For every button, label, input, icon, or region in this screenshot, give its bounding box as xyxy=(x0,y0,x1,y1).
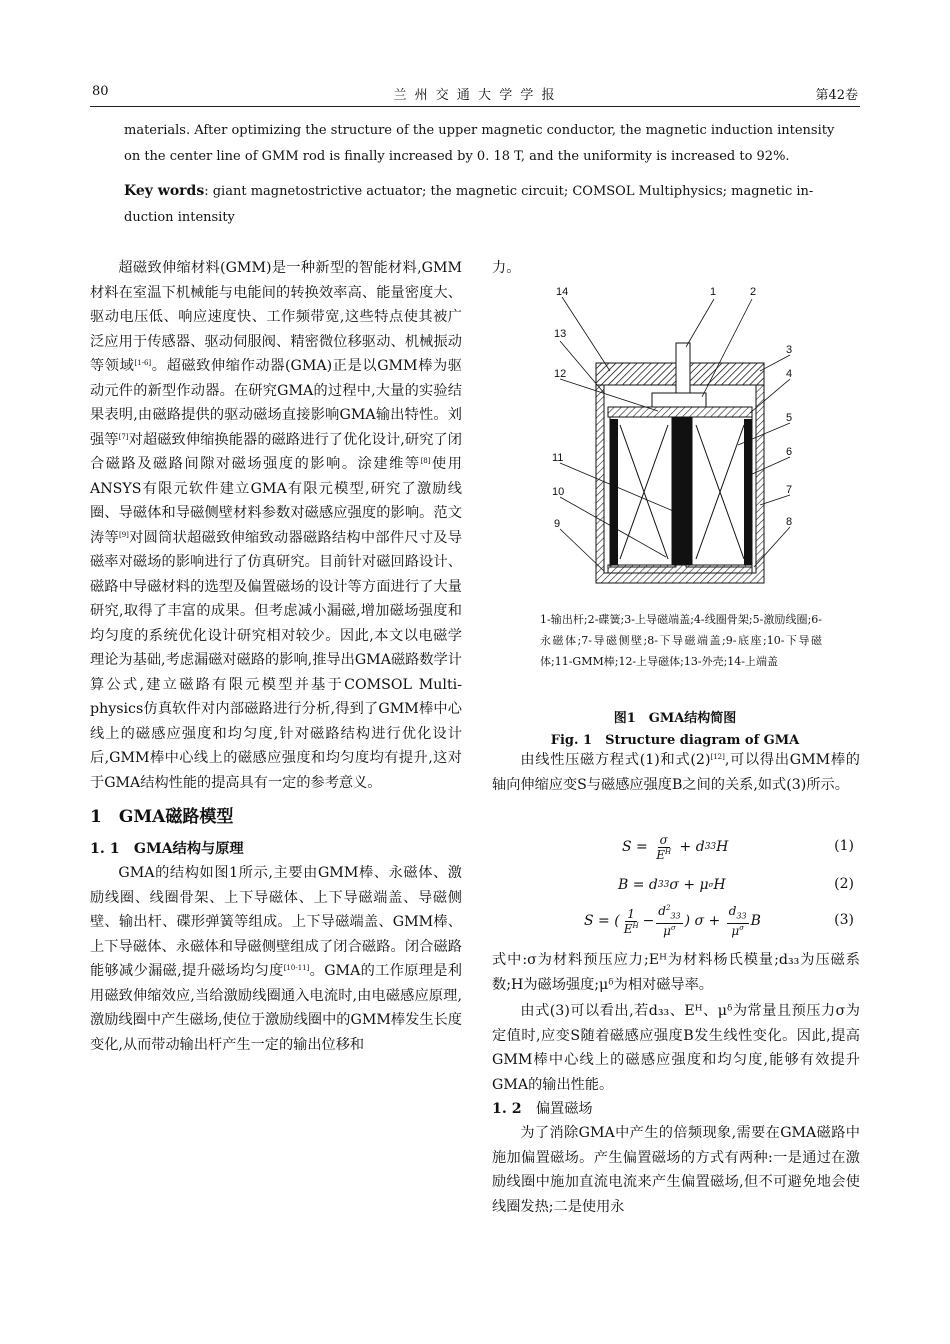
callout: 14 xyxy=(556,286,569,298)
citation: [9] xyxy=(118,530,129,539)
equation-intro: 由线性压磁方程式(1)和式(2)[12],可以得出GMM棒的轴向伸缩应变S与磁感应强度B之间的关系,如式(3)所示。 xyxy=(492,752,860,793)
callout: 2 xyxy=(750,286,757,298)
page-number: 80 xyxy=(92,84,109,99)
magnet-left xyxy=(610,419,618,565)
header-rule xyxy=(90,106,860,107)
callout: 1 xyxy=(710,286,717,298)
callout: 3 xyxy=(786,344,793,356)
gma-structure-diagram xyxy=(538,285,810,590)
symbol-definitions: 式中:σ为材料预压应力;Eᴴ为材料杨氏模量;d₃₃为压磁系数;H为磁场强度;μᵟ为相对磁导率。 xyxy=(492,952,860,993)
figure-legend: 1-输出杆;2-碟簧;3-上导磁端盖;4-线圈骨架;5-激励线圈;6-永磁体;7-导磁侧壁;8-下导磁端盖;9-底座;10-下导磁体;11-GMM棒;12-上导磁体;13-外壳;14-上端盖 xyxy=(540,613,822,668)
callout: 10 xyxy=(552,486,565,498)
figure-caption-en: Fig. 1 Structure diagram of GMA xyxy=(550,733,800,748)
citation: [8] xyxy=(420,457,431,465)
figure-caption-cn: 图1 GMA结构简图 xyxy=(613,711,737,726)
right-column-body xyxy=(492,948,860,1219)
citation: [1-6] xyxy=(134,359,152,367)
keywords xyxy=(124,178,836,231)
coil-left xyxy=(610,417,676,567)
citation: [10-11] xyxy=(283,964,310,972)
analysis-paragraph: 由式(3)可以看出,若d₃₃、Eᴴ、μᵟ为常量且预压力σ为定值时,应变S随着磁感应强度B发生线性变化。因此,提高GMM棒中心线上的磁感应强度和均匀度,能够有效提升GMA的输出性能。 xyxy=(492,1003,860,1093)
equation-3: S = ( $\frac{1}{E^H}$ − $\frac{d^2_{33}}{\mu^\sigma}$ ) σ + $\frac{d_{33}}{\mu^\sigma}$ B (3) xyxy=(584,903,854,939)
callout: 4 xyxy=(786,368,793,380)
coil-right xyxy=(686,417,752,567)
equation-1: S = $\frac{\sigma}{E^H}$ + d 33 H (1) xyxy=(622,832,854,862)
abstract-tail xyxy=(124,118,836,170)
callout: 6 xyxy=(786,446,793,458)
right-column-top xyxy=(492,256,864,281)
subsection-heading: 1. 1 GMA结构与原理 xyxy=(90,841,244,857)
citation: [12] xyxy=(710,753,725,761)
callout: 12 xyxy=(554,368,567,380)
equation-2: B = d 33 σ + μ σ H (2) xyxy=(618,876,854,893)
keywords-text: : giant magnetostrictive actuator; the magnetic circuit; COMSOL Multiphysics; magnetic in- xyxy=(204,184,814,199)
intro-paragraph: 超磁致伸缩材料(GMM)是一种新型的智能材料,GMM材料在室温下机械能与电能间的转换效率高、能量密度大、驱动电压低、响应速度快、工作频带宽,这些特点使其被广泛应用于传感器、驱动伺服阀、精密微位移驱动、机械振动等领域[1-6]。超磁致伸缩作动器(GMA)正是以GMM棒为驱动元件的新型作动器。在研究GMA的过程中,大量的实验结果表明,由磁路提供的驱动磁场直接影响GMA输出特性。刘强等[7]对超磁致伸缩换能器的磁路进行了优化设计,研究了闭合磁路及磁路间隙对磁场强度的影响。涂建维等[8]使用ANSYS有限元软件建立GMA有限元模型,研究了激励线圈、导磁体和导磁侧壁材料参数对磁感应强度的影响。范文涛等[9]对圆筒状超磁致伸缩致动器磁路结构中部件尺寸及导磁率对磁场的影响进行了仿真研究。目前针对磁回路设计、磁路中导磁材料的选型及偏置磁场的设计等方面进行了大量研究,取得了丰富的成果。但考虑减小漏磁,增加磁场强度和均匀度的系统优化设计研究相对较少。因此,本文以电磁学理论为基础,考虑漏磁对磁路的影响,推导出GMA磁路数学计算公式,建立磁路有限元模型并基于COMSOL Multi-physics仿真软件对内部磁路进行分析,得到了GMM棒中心线上的磁感应强度和均匀度,针对磁路结构进行优化设计后,GMM棒中心线上的磁感应强度和均匀度均有提升,这对于GMA结构性能的提高具有一定的参考意义。 xyxy=(90,260,462,791)
structure-paragraph: GMA的结构如图1所示,主要由GMM棒、永磁体、激励线圈、线圈骨架、上下导磁体、上下导磁端盖、导磁侧壁、输出杆、碟形弹簧等组成。上下导磁端盖、GMM棒、上下导磁体、永磁体和导磁侧壁组成了闭合磁路。闭合磁路能够减少漏磁,提升磁场均匀度[10-11]。GMA的工作原理是利用磁致伸缩效应,当给激励线圈通入电流时,由电磁感应原理,激励线圈中产生磁场,使位于激励线圈中的GMM棒发生长度变化,从而带动输出杆产生一定的输出位移和 xyxy=(90,865,462,1053)
keywords-label: Key words xyxy=(124,183,205,199)
volume-label: 第42卷 xyxy=(815,88,858,103)
bias-field-paragraph: 为了消除GMA中产生的倍频现象,需要在GMA磁路中施加偏置磁场。产生偏置磁场的方式有两种:一是通过在激励线圈中施加直流电流来产生偏置磁场,但不可避免地会使线圈发热;二是使用永 xyxy=(492,1125,860,1215)
callout: 5 xyxy=(786,412,793,424)
callout: 13 xyxy=(554,328,567,340)
left-column xyxy=(90,256,462,1057)
callout: 11 xyxy=(552,452,564,464)
keywords-text-2: duction intensity xyxy=(124,210,235,225)
gmm-rod xyxy=(672,417,692,565)
callout: 7 xyxy=(786,484,793,496)
callout: 8 xyxy=(786,516,793,528)
citation: [7] xyxy=(118,432,129,441)
rod-flange xyxy=(652,393,706,407)
abstract-line: materials. After optimizing the structure of the upper magnetic conductor, the magnetic induction intensity xyxy=(124,123,835,138)
continuation-text: 力。 xyxy=(492,260,521,276)
callout: 9 xyxy=(554,518,561,530)
section-heading: 1 GMA磁路模型 xyxy=(90,807,234,827)
abstract-line: on the center line of GMM rod is finally increased by 0. 18 T, and the uniformity is increased to 92%. xyxy=(124,149,790,164)
subsection-heading: 1. 2 偏置磁场 xyxy=(492,1101,593,1117)
upper-conductor xyxy=(608,407,752,417)
journal-title: 兰 州 交 通 大 学 学 报 xyxy=(393,88,557,103)
lower-conductor xyxy=(608,565,752,573)
